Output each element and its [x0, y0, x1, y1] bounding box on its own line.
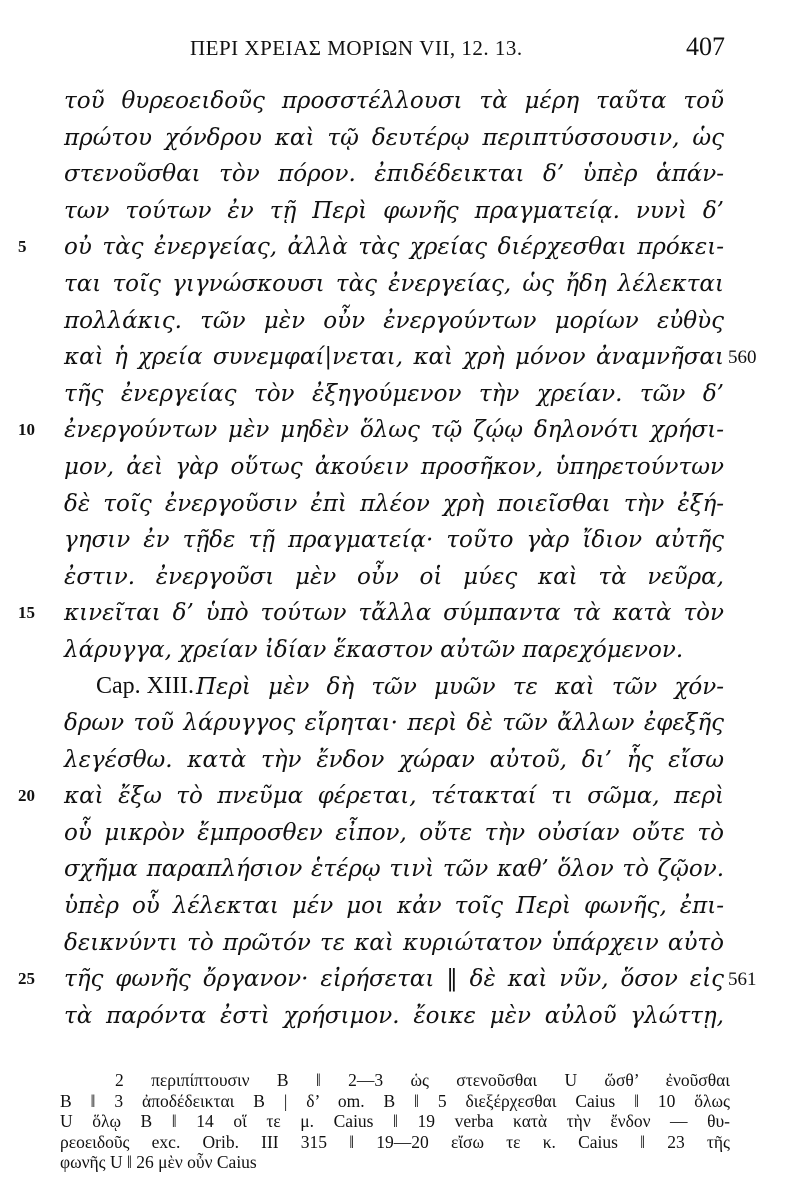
critical-apparatus	[60, 1070, 730, 1173]
line-text: μον, ἀεὶ γὰρ οὕτως ἀκούειν προσῆκον, ὑπηρετούντων	[64, 453, 724, 480]
text-line	[0, 522, 800, 559]
line-text: οὐ τὰς ἐνεργείας, ἀλλὰ τὰς χρείας διέρχεσθαι πρόκει-	[64, 234, 724, 261]
line-text: στενοῦσθαι τὸν πόρον. ἐπιδέδεικται δ’ ὑπὲρ ἁπάν-	[64, 161, 724, 188]
line-text: λεγέσθω. κατὰ τὴν ἔνδον χώραν αὐτοῦ, δι’ ἧς εἴσω	[64, 746, 724, 773]
text-line	[0, 120, 800, 157]
line-text: λάρυγγα, χρείαν ἰδίαν ἕκαστον αὐτῶν παρεχόμενον.	[64, 636, 684, 663]
text-line	[0, 559, 800, 596]
line-text: καὶ ἡ χρεία συνεμφαί|νεται, καὶ χρὴ μόνον ἀναμνῆσαι	[64, 344, 724, 371]
line-number: 10	[18, 420, 35, 440]
line-text: καὶ ἔξω τὸ πνεῦμα φέρεται, τέτακταί τι σῶμα, περὶ	[64, 783, 724, 810]
marginal-page-ref: 560	[728, 347, 757, 369]
footnote-line: ρεοειδοῦς exc. Orib. III 315 ‖ 19—20 εἴσω τε κ. Caius ‖ 23 τῆς	[60, 1131, 730, 1152]
text-line	[0, 486, 800, 523]
text-line	[0, 705, 800, 742]
footnote-line: U ὅλῳ B ‖ 14 οἵ τε μ. Caius ‖ 19 verba κατὰ τὴν ἔνδον — θυ-	[60, 1111, 730, 1131]
text-line	[0, 998, 800, 1035]
line-text: τὰ παρόντα ἐστὶ χρήσιμον. ἔοικε μὲν αὐλοῦ γλώττῃ,	[64, 1002, 724, 1029]
text-line	[0, 815, 800, 852]
marginal-page-ref: 561	[728, 969, 757, 991]
running-title: ΠΕΡΙ ΧΡΕΙΑΣ ΜΟΡΙΩΝ VII, 12. 13.	[190, 36, 523, 60]
text-line	[0, 632, 800, 669]
line-text: ἐστιν. ἐνεργοῦσι μὲν οὖν οἱ μύες καὶ τὰ νεῦρα,	[64, 563, 724, 590]
page-number: 407	[686, 32, 725, 61]
text-line	[0, 925, 800, 962]
line-text: δρων τοῦ λάρυγγος εἴρηται· περὶ δὲ τῶν ἄλλων ἐφεξῆς	[64, 710, 724, 737]
text-line	[0, 778, 800, 815]
line-text: πολλάκις. τῶν μὲν οὖν ἐνεργούντων μορίων εὐθὺς	[64, 307, 724, 334]
line-text: τῆς ἐνεργείας τὸν ἐξηγούμενον τὴν χρείαν. τῶν δ’	[64, 380, 724, 407]
text-line	[0, 83, 800, 120]
line-number: 15	[18, 603, 35, 623]
chapter-line	[96, 672, 724, 702]
text-line	[0, 376, 800, 413]
chapter-heading: Cap. XIII.	[96, 672, 194, 699]
text-line	[0, 229, 800, 266]
line-text: ὑπὲρ οὗ λέλεκται μέν μοι κἀν τοῖς Περὶ φωνῆς, ἐπι-	[64, 893, 724, 920]
text-line	[0, 412, 800, 449]
line-text: δὲ τοῖς ἐνεργοῦσιν ἐπὶ πλέον χρὴ ποιεῖσθαι τὴν ἐξή-	[64, 490, 724, 517]
footnote-line: B ‖ 3 ἀποδέδεικται B | δ’ om. B ‖ 5 διεξέρχεσθαι Caius ‖ 10 ὅλως	[60, 1090, 730, 1111]
text-line	[0, 449, 800, 486]
line-text: σχῆμα παραπλήσιον ἑτέρῳ τινὶ τῶν καθ’ ὅλον τὸ ζῷον.	[64, 856, 724, 883]
text-line	[0, 742, 800, 779]
text-line	[0, 193, 800, 230]
line-text: γησιν ἐν τῇδε τῇ πραγματείᾳ· τοῦτο γὰρ ἴδιον αὐτῆς	[64, 527, 724, 554]
running-head	[60, 30, 725, 66]
line-text: τῆς φωνῆς ὄργανον· εἰρήσεται ‖ δὲ καὶ νῦν, ὅσον εἰς	[64, 966, 724, 993]
line-text: των τούτων ἐν τῇ Περὶ φωνῆς πραγματείᾳ. νυνὶ δ’	[64, 197, 724, 224]
text-line	[0, 156, 800, 193]
line-text: ται τοῖς γιγνώσκουσι τὰς ἐνεργείας, ὡς ἤδη λέλεκται	[64, 270, 724, 297]
footnote-line: φωνῆς U ‖ 26 μὲν οὖν Caius	[60, 1152, 257, 1172]
line-text: τοῦ θυρεοειδοῦς προσστέλλουσι τὰ μέρη ταῦτα τοῦ	[64, 88, 724, 114]
text-line	[0, 888, 800, 925]
line-text: Περὶ μὲν δὴ τῶν μυῶν τε καὶ τῶν χόν-	[196, 673, 724, 700]
line-text: πρώτου χόνδρου καὶ τῷ δευτέρῳ περιπτύσσουσιν, ὡς	[64, 124, 724, 151]
main-text	[0, 83, 800, 1034]
line-text: οὗ μικρὸν ἔμπροσθεν εἶπον, οὔτε τὴν οὐσίαν οὔτε τὸ	[64, 819, 724, 846]
text-line	[0, 595, 800, 632]
text-line	[0, 339, 800, 376]
line-number: 5	[18, 237, 27, 257]
line-text: ἐνεργούντων μὲν μηδὲν ὅλως τῷ ζῴῳ δηλονότι χρήσι-	[64, 417, 724, 444]
text-line	[0, 266, 800, 303]
line-number: 25	[18, 969, 35, 989]
text-line	[0, 961, 800, 998]
text-line	[0, 851, 800, 888]
line-text: δεικνύντι τὸ πρῶτόν τε καὶ κυριώτατον ὑπάρχειν αὐτὸ	[64, 929, 724, 956]
footnote-line: 2 περιπίπτουσιν B ‖ 2—3 ὡς στενοῦσθαι U ὥσθ’ ἐνοῦσθαι	[115, 1070, 730, 1090]
text-line	[0, 303, 800, 340]
line-number: 20	[18, 786, 35, 806]
text-line	[0, 669, 800, 706]
line-text: κινεῖται δ’ ὑπὸ τούτων τἄλλα σύμπαντα τὰ κατὰ τὸν	[64, 600, 724, 627]
